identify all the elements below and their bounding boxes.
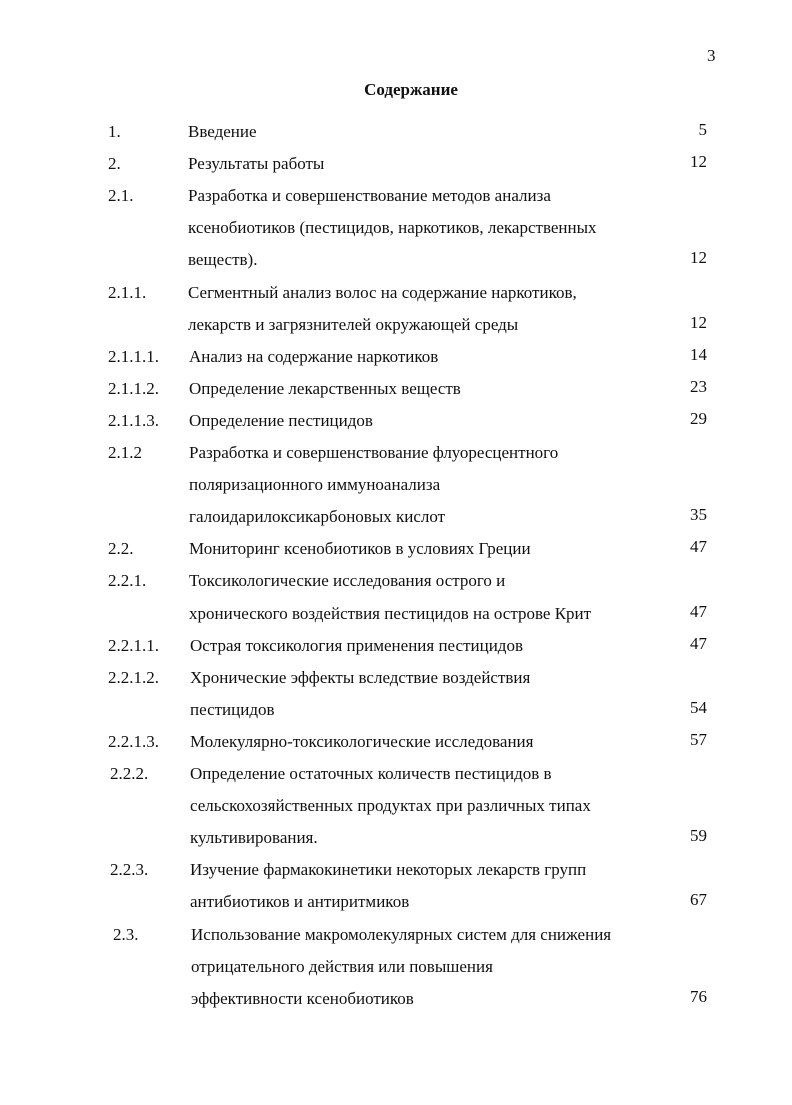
toc-entry-title-line: поляризационного иммуноанализа: [189, 475, 441, 495]
toc-entry-number: 2.1.1.3.: [108, 410, 159, 430]
toc-entry-title-line: галоидарилоксикарбоновых кислот: [189, 507, 446, 527]
toc-entry-title-line: Определение остаточных количеств пестицидов в: [190, 764, 552, 783]
toc-entry-title-line: ксенобиотиков (пестицидов, наркотиков, лекарственных: [188, 218, 597, 238]
toc-entry-title-line: Разработка и совершенствование методов анализа: [188, 186, 551, 206]
toc-entry-page: 29: [690, 408, 707, 428]
toc-entry-page: 47: [690, 633, 707, 653]
toc-entry-title-line: Введение: [188, 122, 257, 141]
toc-entry-number: 2.1.1.1.: [108, 346, 159, 366]
toc-entry-title-line: Результаты работы: [188, 154, 325, 174]
toc-entry-title-line: Молекулярно-токсикологические исследования: [190, 731, 534, 751]
toc-entry-number: 2.1.1.: [108, 282, 147, 302]
toc-entry-page: 59: [690, 826, 707, 846]
toc-entry-title-line: хронического воздействия пестицидов на острове Крит: [189, 603, 592, 623]
toc-entry-number: 2.2.1.1.: [108, 635, 159, 655]
toc-entry-page: 67: [690, 890, 707, 910]
toc-entry-title-line: сельскохозяйственных продуктах при различных типах: [190, 796, 591, 816]
toc-entry-page: 54: [690, 697, 707, 717]
toc-entry-title-line: Сегментный анализ волос на содержание наркотиков,: [188, 282, 577, 302]
toc-entry-page: 57: [690, 729, 707, 749]
toc-entry-title-line: Использование макромолекулярных систем для снижения: [191, 924, 612, 944]
toc-entry-title-line: антибиотиков и антиритмиков: [190, 892, 410, 912]
toc-entry-title-line: культивирования.: [190, 828, 318, 848]
toc-entry-page: 14: [690, 344, 707, 364]
toc-entry-number: 2.: [108, 154, 121, 174]
toc-entry-title-line: Определение пестицидов: [189, 410, 373, 430]
toc-entry-title-line: Изучение фармакокинетики некоторых лекарств групп: [190, 860, 587, 880]
toc-entry-number: 2.2.1.3.: [108, 731, 159, 751]
toc-entry-number: 2.2.3.: [110, 860, 149, 880]
toc-entry-title-line: Токсикологические исследования острого и: [189, 571, 506, 591]
page-number: 3: [707, 46, 716, 65]
toc-entry-page: 76: [690, 986, 707, 1006]
toc-entry-number: 2.3.: [113, 924, 139, 944]
toc-entry-number: 2.2.2.: [110, 764, 149, 783]
toc-entry-page: 12: [690, 248, 707, 268]
toc-entry-title-line: веществ).: [188, 250, 258, 270]
toc-entry-page: 47: [690, 537, 707, 557]
toc-entry-number: 2.2.: [108, 539, 134, 559]
toc-entry-page: 12: [690, 312, 707, 332]
toc-entry-number: 2.2.1.: [108, 571, 147, 591]
toc-entry-title-line: Хронические эффекты вследствие воздействия: [190, 667, 531, 687]
toc-entry-title-line: Острая токсикология применения пестицидов: [190, 635, 523, 655]
toc-entry-title-line: Определение лекарственных веществ: [189, 378, 461, 398]
toc-entry-title-line: пестицидов: [190, 699, 275, 719]
toc-entry-title-line: Мониторинг ксенобиотиков в условиях Греции: [189, 539, 531, 559]
toc-title: Содержание: [364, 80, 458, 99]
toc-entry-title-line: Разработка и совершенствование флуоресцентного: [189, 443, 559, 462]
toc-entry-page: 23: [690, 376, 707, 396]
toc-entry-title-line: эффективности ксенобиотиков: [191, 988, 414, 1008]
toc-entry-number: 2.1.2: [108, 443, 142, 462]
toc-entry-page: 5: [698, 120, 707, 139]
toc-entry-page: 35: [690, 505, 707, 525]
toc-entry-number: 2.1.1.2.: [108, 378, 159, 398]
toc-entry-title-line: Анализ на содержание наркотиков: [189, 346, 439, 366]
toc-entry-page: 47: [690, 601, 707, 621]
toc-entry-number: 2.2.1.2.: [108, 667, 159, 687]
toc-entry-number: 1.: [108, 122, 121, 141]
toc-entry-number: 2.1.: [108, 186, 134, 206]
toc-entry-title-line: отрицательного действия или повышения: [191, 956, 493, 976]
toc-entry-title-line: лекарств и загрязнителей окружающей среды: [188, 314, 519, 334]
toc-entry-page: 12: [690, 152, 707, 172]
